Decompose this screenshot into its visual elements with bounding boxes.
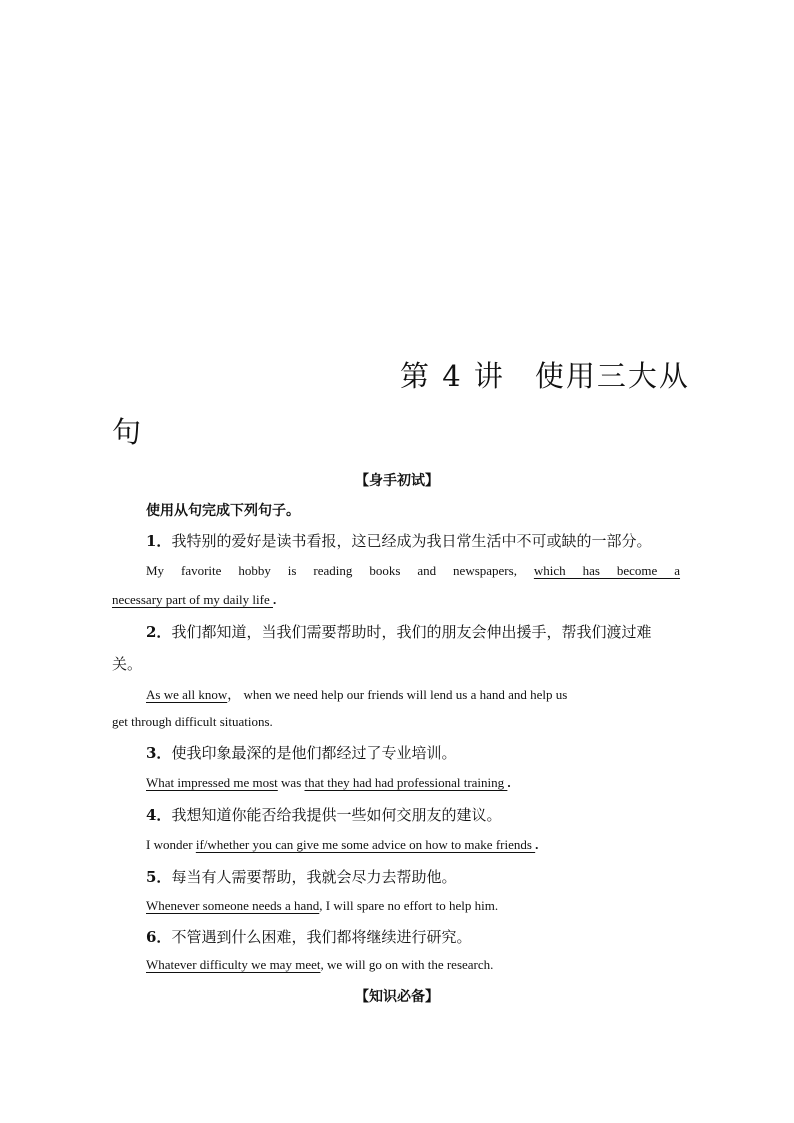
item-1-answer-part2: necessary part of my daily life [112,592,273,607]
lecture-topic: 使用三大从 [534,359,690,393]
item-1-answer-part1: which has become a [533,563,681,578]
item-2-english-line2: get through difficult situations. [112,714,273,729]
item-2-english-line1 [146,684,567,703]
section-heading-knowledge: 【知识必备】 [355,989,439,1005]
item-4-chinese-text: 我想知道你能否给我提供一些如何交朋友的建议。 [171,806,502,824]
item-5-english [146,898,498,914]
item-5-chinese-text: 每当有人需要帮助，我就会尽力去帮助他。 [171,868,457,886]
item-6-number: 6． [146,928,172,946]
item-6-english-text: , we will go on with the research. [320,957,494,972]
lecture-title-continued: 句 [112,415,142,449]
lecture-number: 第 4 讲 [400,359,505,393]
item-5-answer: Whenever someone needs a hand [146,898,320,913]
lecture-title [400,354,690,395]
item-3-answer-part2: that they had had professional training [304,775,508,790]
item-6-chinese-text: 不管遇到什么困难，我们都将继续进行研究。 [171,928,472,946]
item-6-chinese [146,926,471,947]
item-6-english [146,957,493,973]
item-6-answer: Whatever difficulty we may meet [146,957,321,972]
item-2-answer: As we all know [146,687,228,702]
item-3-number: 3． [146,744,172,762]
item-1-english-text: My favorite hobby is reading books and newspapers, [146,563,534,578]
item-5-english-text: , I will spare no effort to help him. [319,898,499,913]
exercise-instruction: 使用从句完成下列句子。 [146,503,300,519]
item-4-period: . [535,837,539,852]
item-1-chinese [146,530,651,551]
item-4-english-text: I wonder [146,837,196,852]
item-2-number: 2． [146,623,172,641]
item-1-number: 1． [146,532,172,550]
item-5-chinese [146,866,456,887]
item-3-answer-part1: What impressed me most [146,775,278,790]
item-2-chinese-line1 [146,621,651,642]
item-3-chinese [146,742,456,763]
item-2-chinese-line2: 关。 [112,655,143,673]
item-4-chinese [146,804,501,825]
item-3-chinese-text: 使我印象最深的是他们都经过了专业培训。 [171,744,457,762]
item-1-english-line1 [146,563,680,579]
item-1-english-line2 [112,592,276,608]
item-3-english [146,775,511,791]
item-1-chinese-text: 我特别的爱好是读书看报，这已经成为我日常生活中不可或缺的一部分。 [171,532,652,550]
item-1-period: . [273,592,277,607]
item-4-english [146,837,538,853]
item-3-english-text: was [277,775,305,790]
item-4-number: 4． [146,806,172,824]
section-heading-warmup: 【身手初试】 [355,473,439,489]
item-3-period: . [507,775,511,790]
item-2-english-text: ， when we need help our friends will lend us a hand and help us [227,687,568,702]
item-5-number: 5． [146,868,172,886]
item-2-chinese-text: 我们都知道，当我们需要帮助时，我们的朋友会伸出援手，帮我们渡过难 [171,623,652,641]
item-4-answer: if/whether you can give me some advice on how to make friends [195,837,536,852]
